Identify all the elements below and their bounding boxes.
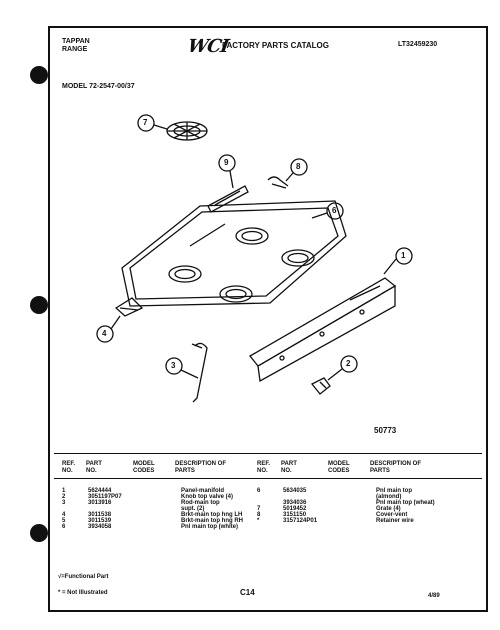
description-cell: Cover-vent bbox=[376, 512, 408, 518]
binder-hole-top bbox=[30, 66, 48, 84]
part-number-cell: 5624444 bbox=[88, 488, 112, 494]
callout-label-1: 1 bbox=[401, 251, 406, 260]
description-cell: Knob top valve (4) bbox=[181, 494, 234, 500]
clip-drawing bbox=[268, 177, 288, 188]
not-illustrated-note: * = Not Illustrated bbox=[58, 590, 108, 596]
brand-line-2: RANGE bbox=[62, 46, 88, 53]
header-model-codes-left: MODEL CODES bbox=[133, 461, 155, 474]
description-cell: Pnl main top bbox=[376, 488, 412, 494]
ref-cell: 3 bbox=[62, 500, 66, 506]
ref-cell: 4 bbox=[62, 512, 66, 518]
part-number-cell: 3934058 bbox=[88, 524, 112, 530]
binder-hole-bottom bbox=[30, 524, 48, 542]
wci-logo: WCI bbox=[186, 36, 230, 57]
header-model-codes-right: MODEL CODES bbox=[328, 461, 350, 474]
part-number-cell: 3157124P01 bbox=[283, 518, 318, 524]
description-cell: (almond) bbox=[376, 494, 402, 500]
page-number: C14 bbox=[240, 588, 255, 597]
grate-drawing bbox=[167, 122, 207, 140]
header-description-left: DESCRIPTION OF PARTS bbox=[175, 461, 227, 474]
part-number-cell: 3051197P07 bbox=[88, 494, 122, 500]
revision-date: 4/89 bbox=[428, 593, 440, 599]
description-cell: Brkt-main top hng LH bbox=[181, 512, 243, 518]
callout-label-4: 4 bbox=[102, 329, 107, 338]
table-row bbox=[257, 518, 458, 524]
ref-cell: 8 bbox=[257, 512, 261, 518]
description-cell: Pnl main top (wheat) bbox=[376, 500, 435, 506]
part-number-cell: 3011539 bbox=[88, 518, 112, 524]
table-row bbox=[62, 524, 263, 530]
part-number-cell: 3151150 bbox=[283, 512, 307, 518]
parts-table-right bbox=[257, 488, 458, 524]
ref-cell: 2 bbox=[62, 494, 66, 500]
exploded-parts-diagram bbox=[50, 96, 450, 436]
ref-cell: 1 bbox=[62, 488, 66, 494]
part-number-cell: 3011538 bbox=[88, 512, 112, 518]
description-cell: Retainer wire bbox=[376, 518, 414, 524]
callout-label-3: 3 bbox=[171, 361, 176, 370]
main-top-panel-drawing bbox=[122, 201, 346, 306]
description-cell: Rod-main top bbox=[181, 500, 220, 506]
knob-drawing bbox=[312, 378, 330, 394]
table-top-rule bbox=[54, 453, 482, 454]
part-number-cell: 5634035 bbox=[283, 488, 307, 494]
model-number: MODEL 72-2547-00/37 bbox=[62, 83, 135, 90]
description-cell: Pnl main top (white) bbox=[181, 524, 238, 530]
ref-cell: 7 bbox=[257, 506, 261, 512]
callout-label-6: 6 bbox=[332, 206, 337, 215]
brand-block bbox=[62, 38, 90, 54]
parts-table-left bbox=[62, 488, 263, 530]
support-rod-drawing bbox=[192, 343, 207, 402]
header-part-no-left: PART NO. bbox=[86, 461, 102, 474]
binder-hole-middle bbox=[30, 296, 48, 314]
callout-label-9: 9 bbox=[224, 158, 229, 167]
document-number: LT32459230 bbox=[398, 41, 438, 48]
catalog-title: FACTORY PARTS CATALOG bbox=[222, 41, 329, 50]
figure-number: 50773 bbox=[374, 426, 397, 435]
brand-line-1: TAPPAN bbox=[62, 38, 90, 45]
callout-label-8: 8 bbox=[296, 162, 301, 171]
header-ref-no-right: REF. NO. bbox=[257, 461, 271, 474]
part-number-cell: 3934036 bbox=[283, 500, 307, 506]
header-description-right: DESCRIPTION OF PARTS bbox=[370, 461, 422, 474]
callout-label-2: 2 bbox=[346, 359, 351, 368]
part-number-cell: 5019452 bbox=[283, 506, 307, 512]
manifold-panel-drawing bbox=[250, 278, 395, 381]
ref-cell: 6 bbox=[62, 524, 66, 530]
functional-part-note: √=Functional Part bbox=[58, 574, 109, 580]
model-codes-cell bbox=[332, 518, 376, 524]
description-cell: Panel-manifold bbox=[181, 488, 225, 494]
callout-label-7: 7 bbox=[143, 118, 148, 127]
table-header-rule bbox=[54, 478, 482, 479]
part-number-cell: 3013916 bbox=[88, 500, 112, 506]
ref-cell: 6 bbox=[257, 488, 261, 494]
description-cell: Grate (4) bbox=[376, 506, 401, 512]
ref-cell: * bbox=[257, 518, 260, 524]
ref-cell: 5 bbox=[62, 518, 66, 524]
header-ref-no-left: REF. NO. bbox=[62, 461, 76, 474]
header-part-no-right: PART NO. bbox=[281, 461, 297, 474]
description-cell: supt. (2) bbox=[181, 506, 205, 512]
vent-cover-drawing bbox=[208, 186, 248, 212]
model-codes-cell bbox=[137, 524, 181, 530]
description-cell: Brkt-main top hng RH bbox=[181, 518, 243, 524]
